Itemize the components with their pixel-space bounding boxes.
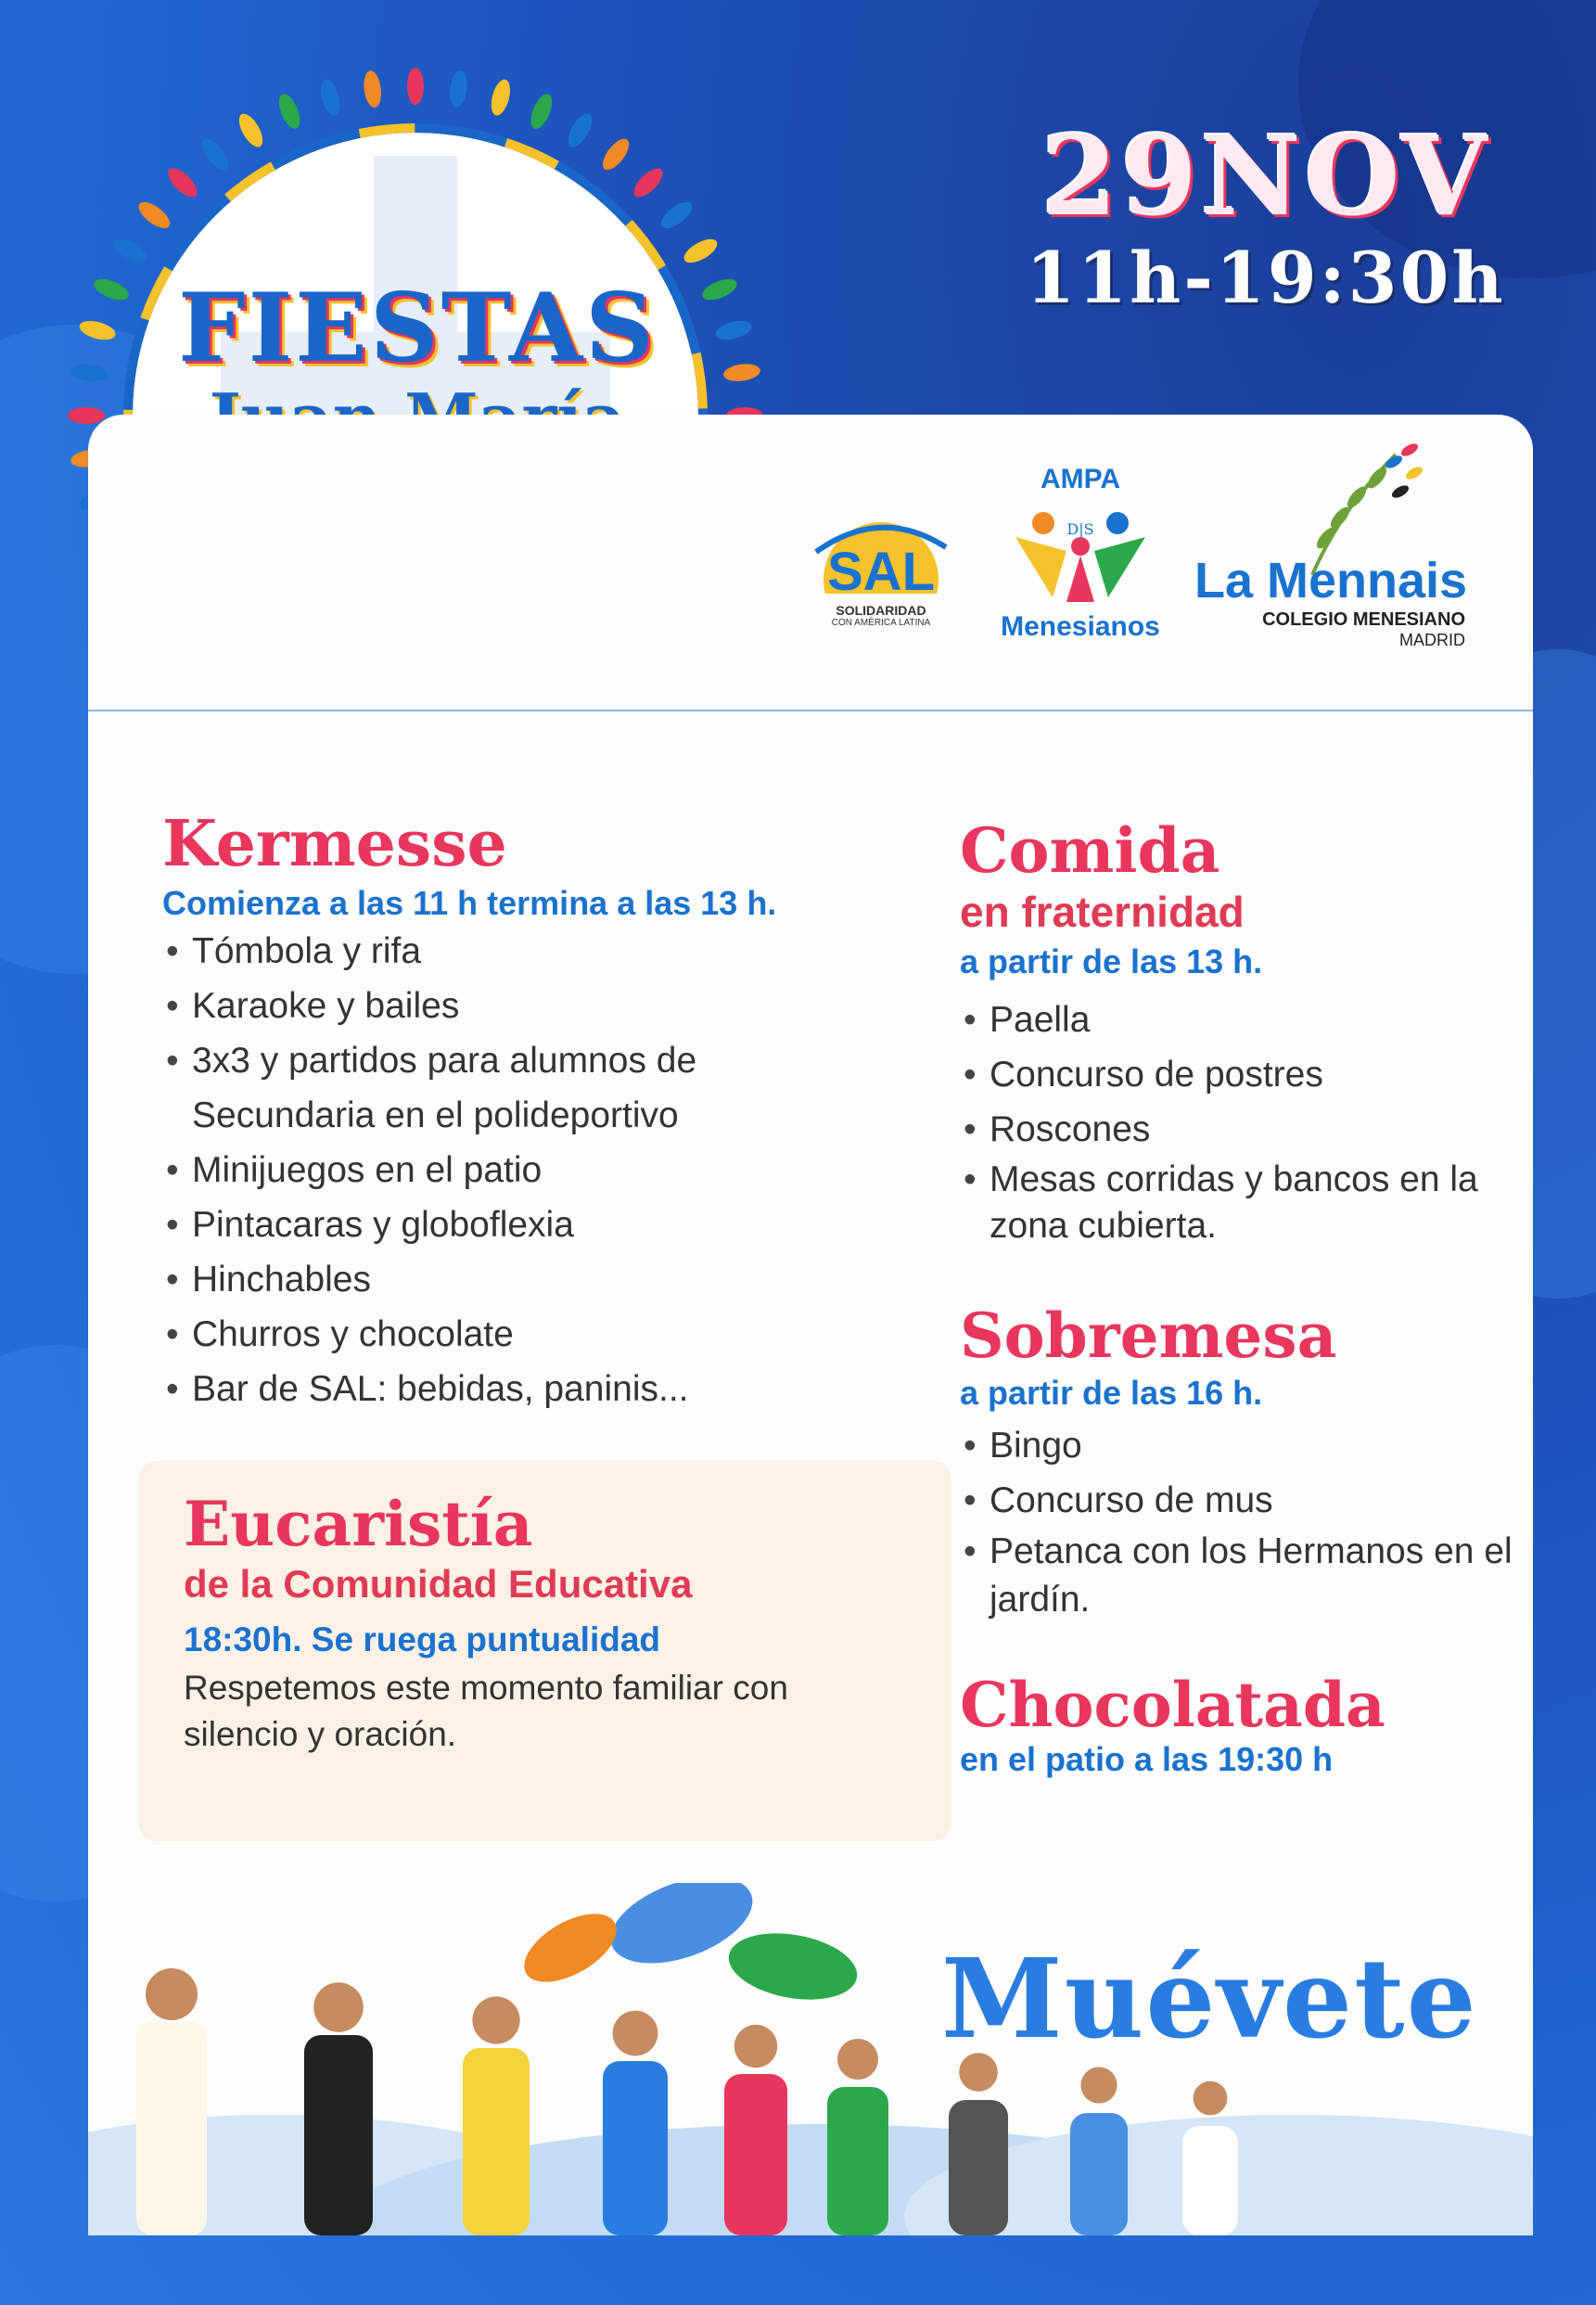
leaf-ornament	[699, 275, 740, 304]
sal-line2: CON AMÉRICA LATINA	[831, 618, 931, 628]
kermesse-section	[162, 807, 904, 1416]
kermesse-title: Kermesse	[162, 807, 507, 881]
leaf-ornament	[198, 134, 234, 174]
comida-list	[960, 992, 1516, 1249]
list-item: • Minijuegos en el patio	[162, 1143, 904, 1197]
comida-title: Comida	[960, 814, 1220, 887]
sal-name: SAL	[827, 542, 935, 602]
leaf-ornament	[598, 134, 634, 174]
eucaristia-time: 18:30h. Se ruega puntualidad	[184, 1620, 661, 1658]
list-item: • Tómbola y rifa	[162, 924, 904, 979]
leaf-ornament	[657, 198, 696, 234]
list-item: • Karaoke y bailes	[162, 979, 904, 1033]
list-item: • Churros y chocolate	[162, 1307, 904, 1362]
title-line1: FIESTAS	[178, 273, 657, 384]
kermesse-subtitle: Comienza a las 11 h termina a las 13 h.	[162, 884, 777, 922]
leaf-ornament	[134, 198, 174, 234]
list-item: • Petanca con los Hermanos en el jardín.	[960, 1528, 1527, 1624]
chocolatada-section	[960, 1669, 1516, 1782]
leaf-ornament	[722, 362, 761, 383]
kermesse-list	[162, 924, 904, 1416]
right-column	[960, 816, 1516, 1782]
eucaristia-title: Eucaristía	[184, 1488, 533, 1560]
person-head	[613, 2011, 658, 2056]
leaf-ornament	[713, 317, 753, 343]
ampa-logo	[988, 464, 1173, 643]
leaf-ornament	[681, 235, 721, 268]
chocolatada-time: en el patio a las 19:30 h	[960, 1740, 1334, 1778]
person-body	[827, 2087, 888, 2235]
list-item: • Roscones	[960, 1102, 1516, 1157]
leaf-ornament	[317, 77, 343, 117]
person-head	[734, 2025, 777, 2068]
slogan-muevete: Muévete	[941, 1934, 1478, 2063]
list-item: • Pintacaras y globoflexia	[162, 1197, 904, 1252]
comida-time: a partir de las 13 h.	[960, 942, 1263, 980]
leaf-ornament	[275, 91, 304, 132]
eucaristia-section	[139, 1461, 951, 1841]
date-hours: 11h-19:30h	[1026, 237, 1506, 319]
list-item: • Mesas corridas y bancos en la zona cubierta.	[960, 1157, 1509, 1249]
person-body	[949, 2100, 1008, 2235]
person-body	[463, 2048, 530, 2235]
leaf-ornament	[564, 110, 597, 151]
date-day: 29NOV	[1041, 111, 1491, 240]
ampa-figures-icon	[1011, 495, 1150, 607]
svg-text:D|S: D|S	[1066, 520, 1094, 538]
person-head	[313, 1982, 364, 2032]
chocolatada-title: Chocolatada	[960, 1669, 1385, 1741]
leaf-ornament	[448, 70, 469, 109]
leaf-ornament	[235, 110, 268, 151]
person-head	[837, 2039, 878, 2080]
leaf-ornament	[630, 163, 668, 201]
sal-logo	[807, 510, 955, 628]
person-body	[304, 2035, 373, 2235]
leaf-ornament	[163, 163, 201, 201]
eucaristia-subtitle: de la Comunidad Educativa	[184, 1562, 693, 1606]
lamennais-name: La Mennais	[1194, 553, 1468, 608]
list-item: • Hinchables	[162, 1252, 904, 1307]
leaf-ornament	[488, 77, 514, 117]
lamennais-logo	[1187, 436, 1475, 650]
ampa-top: AMPA	[1040, 464, 1121, 494]
person-head	[1194, 2081, 1228, 2116]
event-date	[997, 111, 1535, 320]
person-head	[1080, 2067, 1117, 2103]
leaf-ornament	[407, 68, 424, 105]
list-item: • Concurso de postres	[960, 1047, 1516, 1102]
eucaristia-text: Respetemos este momento familiar con silencio y oración.	[184, 1669, 788, 1753]
leaf-ornament	[110, 235, 151, 268]
list-item: • Concurso de mus	[960, 1473, 1516, 1528]
sal-line1: SOLIDARIDAD	[836, 603, 926, 618]
list-item: • Bingo	[960, 1418, 1516, 1473]
leaf-ornament	[91, 275, 132, 304]
person-body	[1182, 2126, 1238, 2235]
leaf-ornament	[527, 91, 556, 132]
lamennais-line2: MADRID	[1399, 631, 1465, 649]
sobremesa-list	[960, 1418, 1516, 1624]
comida-subtitle: en fraternidad	[960, 888, 1245, 936]
leaf-ornament	[77, 317, 117, 343]
person-body	[136, 2022, 207, 2235]
sobremesa-time: a partir de las 16 h.	[960, 1374, 1263, 1412]
leaf-ornament	[70, 362, 109, 383]
list-item: • Bar de SAL: bebidas, paninis...	[162, 1362, 904, 1416]
leaf-ornament	[362, 70, 383, 109]
person-body	[603, 2061, 668, 2235]
person-body	[724, 2074, 787, 2235]
person-body	[1070, 2113, 1128, 2235]
list-item: • 3x3 y partidos para alumnos de Secundaria en el polideportivo	[162, 1033, 823, 1143]
leaf-ornament	[68, 407, 105, 424]
sobremesa-section	[960, 1300, 1516, 1624]
person-head	[472, 1996, 519, 2043]
sponsor-logos	[807, 436, 1493, 686]
comida-section	[960, 816, 1516, 1249]
person-head	[146, 1968, 198, 2020]
ampa-bottom: Menesianos	[1001, 611, 1160, 642]
sobremesa-title: Sobremesa	[960, 1300, 1337, 1372]
list-item: • Paella	[960, 992, 1516, 1047]
lamennais-line1: COLEGIO MENESIANO	[1262, 609, 1465, 630]
